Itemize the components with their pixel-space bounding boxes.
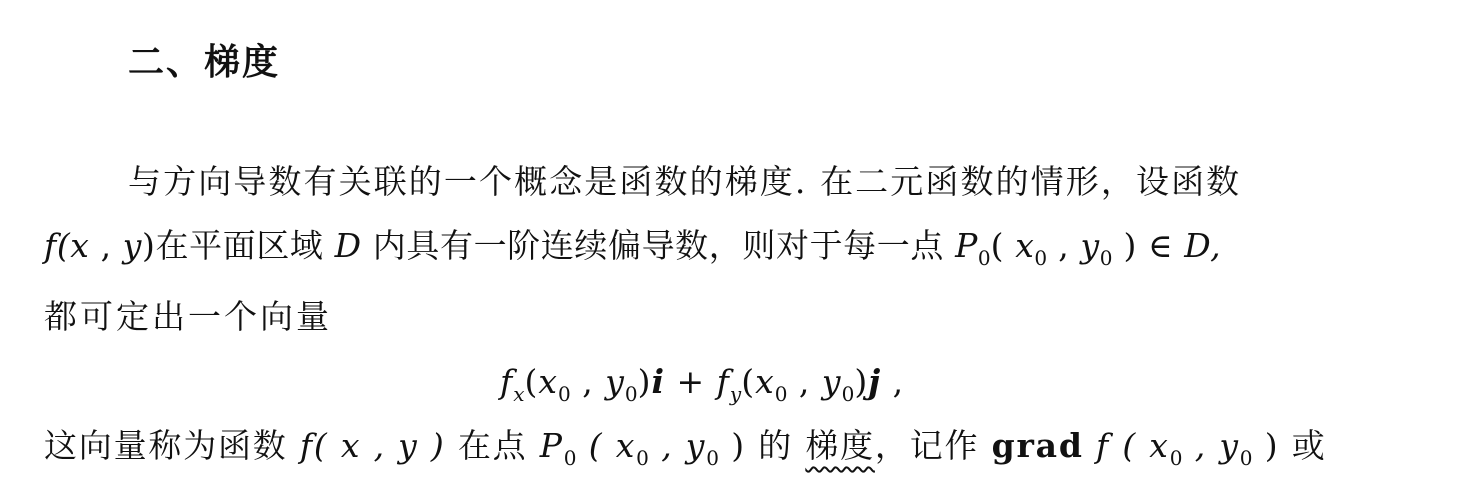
formula-paren: ( <box>524 362 539 401</box>
intro-text: 与方向导数有关联的一个概念是函数的梯度. 在二元函数的情形，设函数 <box>128 162 1242 201</box>
grad-fx: f ( x <box>1083 426 1170 465</box>
point-P: P <box>539 426 564 465</box>
formula-comma: , <box>787 362 822 401</box>
formula-x: x <box>755 362 775 401</box>
subscript-0: 0 <box>624 382 638 406</box>
grad-y: , y <box>1182 426 1240 465</box>
paren-open: ( <box>990 226 1016 265</box>
subscript-x: x <box>513 382 525 406</box>
function-fxy: f( x , y ) <box>299 426 446 465</box>
formula-plus: + <box>665 362 717 401</box>
text-de: 的 <box>745 426 806 465</box>
paren-close: ) <box>142 226 156 265</box>
formula-y: y <box>821 362 842 401</box>
subscript-0: 0 <box>977 246 991 270</box>
subscript-0: 0 <box>841 382 855 406</box>
text-region: 在平面区域 <box>155 226 335 265</box>
text-at-point: 在点 <box>445 426 540 465</box>
subscript-0: 0 <box>1099 246 1113 270</box>
unit-vector-j: j <box>868 362 882 401</box>
point-close: ) <box>718 426 746 465</box>
comma: , <box>89 226 123 265</box>
formula-paren: ) <box>637 362 652 401</box>
text-vector-called: 这向量称为函数 <box>44 426 300 465</box>
term-gradient: 梯度 <box>805 426 875 465</box>
subscript-0: 0 <box>563 446 577 470</box>
text-derivative: 内具有一阶连续偏导数，则对于每一点 <box>361 226 956 265</box>
paragraph-line-4 <box>44 424 1327 472</box>
grad-operator: grad <box>991 426 1084 465</box>
var-y: y <box>122 226 143 265</box>
var-y0: y <box>1080 226 1100 265</box>
point-x: ( x <box>576 426 637 465</box>
vector-intro: 都可定出一个向量 <box>44 297 332 336</box>
subscript-0: 0 <box>1239 446 1253 470</box>
paragraph-line-2 <box>44 224 1221 272</box>
formula-f: f <box>716 362 730 401</box>
subscript-0: 0 <box>1169 446 1183 470</box>
point-y: , y <box>648 426 707 465</box>
element-of-D: ∈ D, <box>1137 226 1222 265</box>
paragraph-line-1 <box>128 160 1241 204</box>
formula-paren: ( <box>741 362 756 401</box>
section-heading: 二、梯度 <box>128 42 281 83</box>
formula-f: f <box>500 362 514 401</box>
region-D: D <box>334 226 362 265</box>
formula-comma: , <box>570 362 606 401</box>
subscript-0: 0 <box>706 446 719 470</box>
paragraph-line-3 <box>44 295 332 339</box>
paren-close: ) <box>1112 226 1137 265</box>
text-denoted: ，记作 <box>874 426 992 465</box>
subscript-0: 0 <box>774 382 788 406</box>
var-x0: x <box>1015 226 1035 265</box>
formula-y: y <box>605 362 625 401</box>
formula-x: x <box>538 362 558 401</box>
gradient-formula <box>500 360 904 408</box>
subscript-0: 0 <box>558 382 571 406</box>
subscript-0: 0 <box>1034 246 1048 270</box>
grad-close-or: ) 或 <box>1252 426 1327 465</box>
subscript-y: y <box>729 382 742 406</box>
function-f: f( <box>44 226 71 265</box>
point-P: P <box>955 226 978 265</box>
formula-paren: ) <box>854 362 869 401</box>
comma: , <box>1047 226 1081 265</box>
formula-end: , <box>881 362 905 401</box>
unit-vector-i: i <box>651 362 666 401</box>
var-x: x <box>70 226 90 265</box>
subscript-0: 0 <box>636 446 649 470</box>
